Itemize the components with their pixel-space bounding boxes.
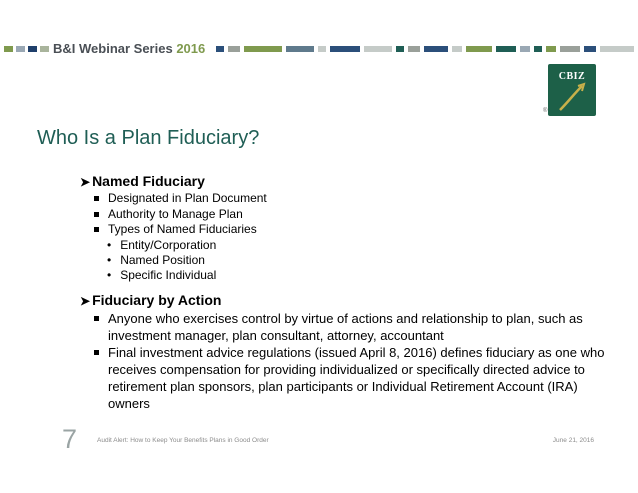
sub-list-item-text: Entity/Corporation: [120, 237, 217, 252]
arrow-bullet-icon: ➤: [80, 293, 91, 308]
header-segment: [520, 46, 530, 52]
series-year: 2016: [176, 41, 206, 56]
slide-title: Who Is a Plan Fiduciary?: [37, 127, 260, 149]
square-bullet-icon: [94, 227, 99, 232]
list-item-text: Final investment advice regulations (issued April 8, 2016) defines fiduciary as one who receives compensation for providing individualized or specifically directed advice to retirement plan sponsors, plan participants or Individual Retirement Account (IRA) owners: [108, 344, 605, 411]
page-number: 7: [62, 424, 78, 454]
header-segment: [534, 46, 542, 52]
square-bullet-icon: [94, 196, 99, 201]
logo-text: CBIZ: [558, 71, 586, 82]
arrow-bullet-icon: ➤: [80, 175, 91, 189]
cbiz-logo: [548, 64, 596, 116]
footer-date: June 21, 2016: [552, 437, 594, 444]
header-segment: [408, 46, 420, 52]
section-heading: [80, 172, 620, 191]
header-segment: [452, 46, 462, 52]
logo-swoosh-icon: [548, 64, 596, 116]
header-segment: [286, 46, 314, 52]
header-segment: [546, 46, 556, 52]
sub-list-item: [107, 253, 620, 268]
header-segment: [496, 46, 516, 52]
list-item: [94, 207, 620, 223]
dot-bullet-icon: •: [107, 237, 112, 252]
list-item: [94, 222, 620, 238]
header-segment: [560, 46, 580, 52]
header-segment: [216, 46, 224, 52]
header-segment: [4, 46, 13, 52]
header-segment: [318, 46, 326, 52]
section-heading-text: Named Fiduciary: [92, 173, 205, 189]
list-item: [94, 344, 620, 412]
dot-bullet-icon: •: [107, 252, 112, 267]
header-segment: [28, 46, 37, 52]
header-segment: [466, 46, 492, 52]
series-title-text: B&I Webinar Series: [53, 41, 173, 56]
series-title: [53, 40, 205, 57]
slide-content: [80, 172, 620, 412]
sub-list-item: [107, 268, 620, 283]
list-item-text: Authority to Manage Plan: [108, 206, 243, 221]
header-segment: [396, 46, 404, 52]
header-segment: [600, 46, 634, 52]
section-heading-text: Fiduciary by Action: [92, 291, 222, 308]
list-item-text: Types of Named Fiduciaries: [108, 222, 257, 236]
sub-list-item-text: Named Position: [120, 252, 205, 267]
header-segment: [244, 46, 282, 52]
sub-list-item-text: Specific Individual: [120, 267, 217, 282]
list-item: [94, 310, 620, 344]
list-item: [94, 191, 620, 207]
list-item-text: Designated in Plan Document: [108, 191, 267, 205]
list-item-text: Anyone who exercises control by virtue of actions and relationship to plan, such as investment manager, plan consultant, attorney, accountant: [108, 310, 583, 343]
section-heading: [80, 291, 620, 310]
header-segment: [584, 46, 596, 52]
footer-text: Audit Alert: How to Keep Your Benefits Plans in Good Order: [97, 437, 269, 444]
header-segment: [40, 46, 49, 52]
square-bullet-icon: [94, 212, 99, 217]
sub-list-item: [107, 238, 620, 253]
header-segment: [330, 46, 360, 52]
dot-bullet-icon: •: [107, 267, 112, 282]
header-segment: [364, 46, 392, 52]
header-segment: [228, 46, 240, 52]
square-bullet-icon: [94, 316, 99, 321]
header-segment: [16, 46, 25, 52]
logo-registered-mark: ®: [543, 108, 548, 114]
square-bullet-icon: [94, 350, 99, 355]
header-segment: [424, 46, 448, 52]
